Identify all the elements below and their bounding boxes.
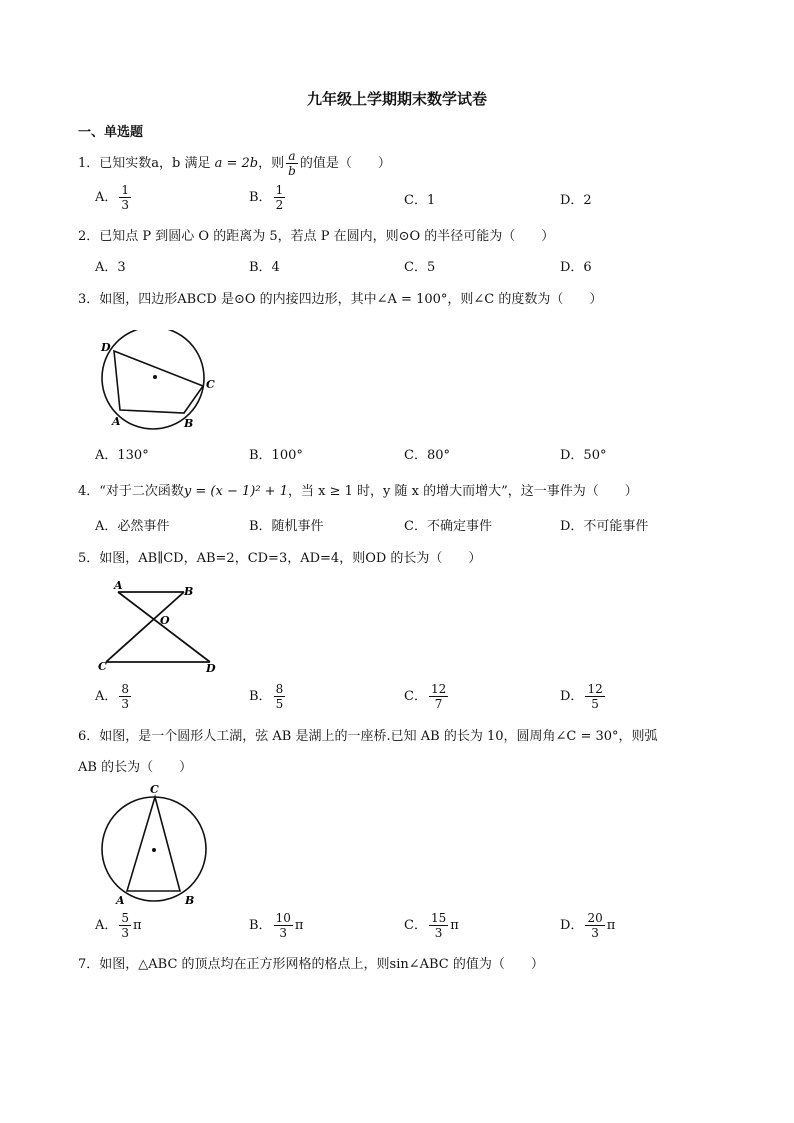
question-2-stem: 2．已知点 P 到圆心 O 的距离为 5，若点 P 在圆内，则⊙O 的半径可能为（ ） [78, 229, 555, 244]
question-3-stem: 3．如图，四边形ABCD 是⊙O 的内接四边形，其中∠A = 100°，则∠C 的度数为（ ） [78, 292, 603, 307]
q6-b-pi: π [294, 918, 304, 933]
q6-option-d-frac [585, 911, 604, 940]
q2-option-d: D．6 [560, 260, 592, 275]
q6-center-dot [152, 848, 156, 852]
q5-option-d [560, 682, 607, 711]
q6-triangle [127, 797, 180, 891]
q6-b-num: 10 [275, 911, 291, 925]
q5-a-num: 8 [121, 682, 130, 696]
q4-option-b: B．随机事件 [249, 519, 324, 534]
q6-a-pi: π [133, 918, 142, 933]
q1-option-a-label: A． [95, 190, 118, 205]
q1-b-den: 2 [275, 198, 284, 212]
q1-stem-c: 的值是（ ） [299, 156, 391, 171]
q3-quadrilateral [114, 351, 203, 413]
page-title: 九年级上学期期末数学试卷 [306, 90, 487, 108]
section-heading: 一、单选题 [78, 125, 144, 140]
q2-option-b: B．4 [249, 260, 280, 275]
q1-stem-b: ，则 [258, 156, 285, 171]
q5-c-num: 12 [430, 682, 447, 696]
question-4-stem [78, 482, 638, 502]
q1-option-b-label: B． [249, 190, 272, 205]
q6-c-den: 3 [434, 926, 443, 940]
q6-c-num: 15 [430, 911, 447, 925]
q6-option-a [95, 911, 142, 940]
q1-fraction [286, 149, 298, 178]
q4-stem-a: 4．“对于二次函数 [78, 484, 184, 499]
q5-segment-ad [118, 592, 210, 662]
q1-stem-a: 1．已知实数a，b 满足 [78, 156, 211, 171]
q1-option-a [95, 183, 133, 212]
q1-condition: a = 2b [214, 156, 259, 171]
question-7-stem: 7．如图，△ABC 的顶点均在正方形网格的格点上，则sin∠ABC 的值为（ ） [78, 957, 544, 972]
q5-option-b-label: B． [249, 689, 272, 704]
q6-option-d [560, 911, 615, 940]
q3-label-b: B [184, 417, 194, 430]
q6-option-b [249, 911, 303, 940]
q5-option-d-label: D． [560, 689, 584, 704]
q5-label-a: A [114, 580, 123, 592]
q6-option-c-frac [429, 911, 448, 940]
q6-d-den: 3 [591, 926, 599, 940]
q3-option-a: A．130° [95, 448, 149, 463]
q6-a-num: 5 [121, 911, 130, 925]
question-6-stem-line1: 6．如图，是一个圆形人工湖，弦 AB 是湖上的一座桥.已知 AB 的长为 10，圆周角∠C = 30°，则弧 [78, 729, 658, 744]
q6-d-num: 20 [587, 911, 603, 925]
q3-option-c: C．80° [404, 448, 450, 463]
q5-label-o: O [160, 614, 170, 627]
q3-option-d: D．50° [560, 448, 607, 463]
question-6-stem-line2: AB 的长为（ ） [78, 760, 193, 775]
q6-option-a-frac [119, 911, 131, 940]
q4-option-c: C．不确定事件 [404, 519, 492, 534]
q3-label-d: D [101, 341, 111, 354]
q1-a-den: 3 [121, 198, 130, 212]
q6-c-pi: π [450, 918, 459, 933]
q6-label-a: A [116, 894, 125, 907]
q5-parallel-figure [94, 580, 224, 675]
q5-c-den: 7 [434, 697, 443, 711]
q5-option-a-label: A． [95, 689, 118, 704]
q4-option-a: A．必然事件 [95, 519, 170, 534]
q1-option-a-frac [119, 183, 131, 212]
q5-b-den: 5 [275, 697, 284, 711]
q5-label-d: D [206, 662, 216, 675]
q5-b-num: 8 [275, 682, 284, 696]
q6-circle-figure [98, 782, 208, 908]
q2-option-c: C．5 [404, 260, 436, 275]
q3-center-dot [153, 375, 157, 379]
q6-option-a-label: A． [95, 918, 118, 933]
q6-label-c: C [150, 783, 159, 796]
q6-label-b: B [185, 894, 195, 907]
q3-label-c: C [206, 378, 215, 391]
q5-option-c-label: C． [404, 689, 427, 704]
q4-function: y = (x − 1)² + 1 [183, 484, 288, 499]
q6-a-den: 3 [121, 926, 130, 940]
q6-option-b-frac [274, 911, 293, 940]
q5-option-d-frac [585, 682, 604, 711]
q5-segment-bc [106, 592, 184, 662]
q5-option-c-frac [429, 682, 448, 711]
q3-circle-figure [96, 330, 226, 435]
q3-label-a: A [112, 415, 121, 428]
q6-d-pi: π [606, 918, 616, 933]
q6-option-c-label: C． [404, 918, 427, 933]
q1-option-c: C．1 [404, 193, 436, 208]
q5-option-a [95, 682, 133, 711]
q1-b-num: 1 [275, 183, 284, 197]
q5-d-den: 5 [591, 697, 599, 711]
question-1-stem [78, 149, 391, 178]
q5-option-b-frac [274, 682, 286, 711]
q1-option-b [249, 183, 287, 212]
q1-option-d: D．2 [560, 193, 592, 208]
q5-label-b: B [184, 585, 194, 598]
q5-a-den: 3 [121, 697, 130, 711]
q5-option-a-frac [119, 682, 131, 711]
q1-a-num: 1 [121, 183, 130, 197]
q5-option-c [404, 682, 450, 711]
q6-option-d-label: D． [560, 918, 584, 933]
q1-option-b-frac [274, 183, 286, 212]
question-5-stem: 5．如图，AB∥CD，AB=2，CD=3，AD=4，则OD 的长为（ ） [78, 551, 482, 566]
q5-option-b [249, 682, 287, 711]
q1-frac-den: b [288, 164, 296, 178]
q5-d-num: 12 [587, 682, 603, 696]
q6-b-den: 3 [279, 926, 288, 940]
q4-stem-b: ，当 x ≥ 1 时，y 随 x 的增大而增大”，这一事件为（ ） [287, 484, 638, 499]
q1-frac-num: a [288, 149, 296, 163]
q6-option-b-label: B． [249, 918, 272, 933]
q3-option-b: B．100° [249, 448, 303, 463]
q5-label-c: C [98, 660, 107, 673]
q2-option-a: A．3 [95, 260, 126, 275]
q6-option-c [404, 911, 459, 940]
q4-option-d: D．不可能事件 [560, 519, 649, 534]
